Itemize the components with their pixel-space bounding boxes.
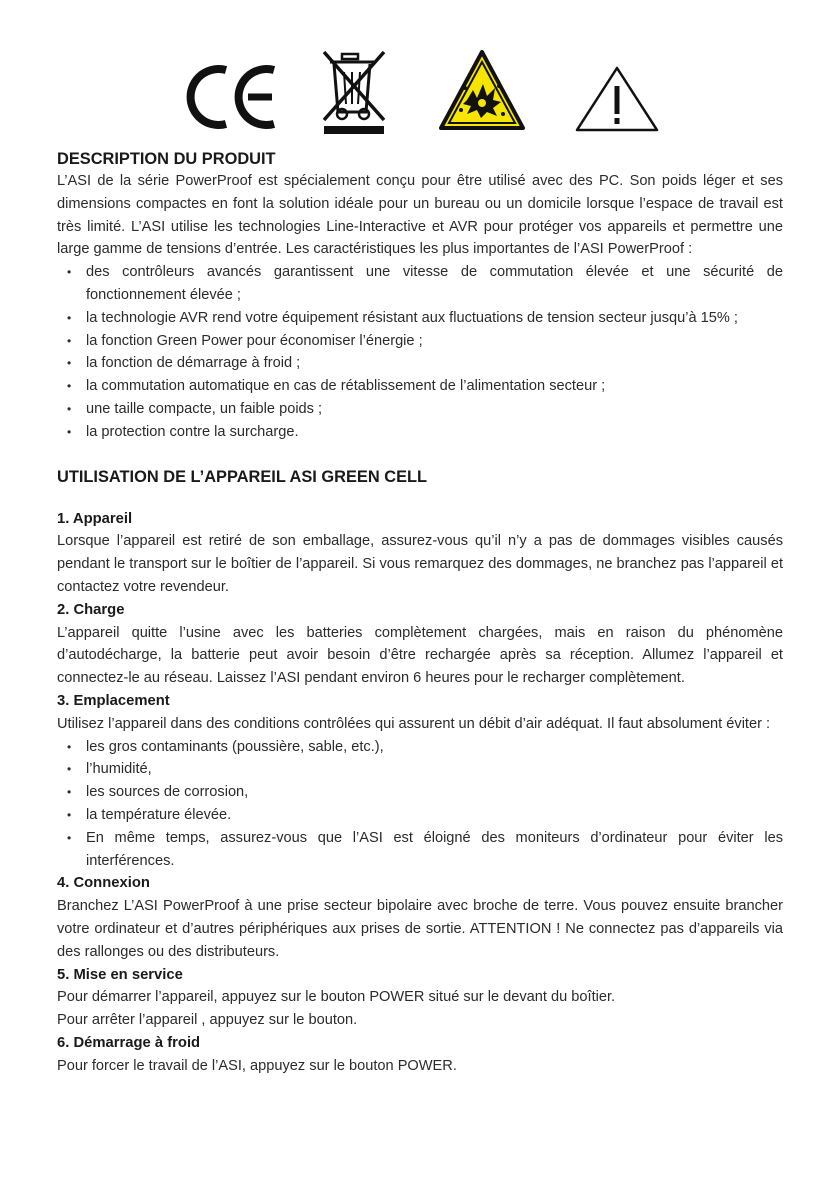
features-list: [57, 261, 783, 443]
section-text-mise-en-service-2: Pour arrêter l’appareil , appuyez sur le bouton.: [57, 1012, 358, 1029]
ce-mark-icon: [186, 64, 280, 130]
avoid-list: [57, 736, 783, 873]
usage-heading: UTILISATION DE L’APPAREIL ASI GREEN CELL: [57, 467, 428, 486]
list-item: • les sources de corrosion,: [57, 781, 783, 804]
section-text-emplacement: Utilisez l’appareil dans des conditions contrôlées qui assurent un débit d’air adéquat. Il faut absolument éviter :: [57, 715, 771, 732]
description-intro: L’ASI de la série PowerProof est spécialement conçu pour être utilisé avec des PC. Son poids léger et ses dimensions compactes en font la solution idéale pour un bureau ou un domicile lorsque l’espace de travail est très limité. L’ASI utilise les technologies Line-Interactive et AVR pour protéger vos appareils et permettre une large gamme de tensions d’entrée. Les caractéristiques les plus importantes de l’ASI PowerProof :: [57, 173, 783, 258]
section-title-charge: 2. Charge: [57, 601, 125, 618]
explosive-hazard-icon: [437, 48, 527, 134]
list-item: • la technologie AVR rend votre équipement résistant aux fluctuations de tension secteur jusqu’à 15% ;: [57, 307, 783, 330]
section-title-demarrage-froid: 6. Démarrage à froid: [57, 1034, 201, 1051]
list-item: • la fonction de démarrage à froid ;: [57, 352, 783, 375]
list-item: • les gros contaminants (poussière, sable, etc.),: [57, 736, 783, 759]
section-text-charge: L’appareil quitte l’usine avec les batteries complètement chargées, mais en raison du phénomène d’autodécharge, la batterie peut avoir besoin d’être rechargée après sa réception. Allumez l’appareil et connectez-le au réseau. Laissez l’ASI pendant environ 6 heures pour le recharger complètement.: [57, 624, 783, 687]
page-content: [57, 148, 783, 1077]
list-item: • En même temps, assurez-vous que l’ASI est éloigné des moniteurs d’ordinateur pour éviter les interférences.: [57, 827, 783, 873]
section-title-emplacement: 3. Emplacement: [57, 692, 170, 709]
list-item: • l’humidité,: [57, 758, 783, 781]
exclamation-warning-icon: [573, 64, 661, 134]
list-item: • la température élevée.: [57, 804, 783, 827]
list-item: • la commutation automatique en cas de rétablissement de l’alimentation secteur ;: [57, 375, 783, 398]
list-item: • la protection contre la surcharge.: [57, 421, 783, 444]
list-item: • une taille compacte, un faible poids ;: [57, 398, 783, 421]
section-text-appareil: Lorsque l’appareil est retiré de son emballage, assurez-vous qu’il n’y a pas de dommages visibles causés pendant le transport sur le boîtier de l’appareil. Si vous remarquez des dommages, ne branchez pas l’appareil et contactez votre revendeur.: [57, 533, 783, 595]
section-title-mise-en-service: 5. Mise en service: [57, 966, 183, 983]
list-item: • la fonction Green Power pour économiser l’énergie ;: [57, 330, 783, 353]
description-heading: DESCRIPTION DU PRODUIT: [57, 150, 276, 168]
section-text-connexion: Branchez L’ASI PowerProof à une prise secteur bipolaire avec broche de terre. Vous pouvez ensuite brancher votre ordinateur et d’autres périphériques aux prises de sortie. ATTENTION ! Ne connectez pas d’appareils via des rallonges ou des distributeurs.: [57, 898, 783, 960]
crossed-out-bin-icon: [320, 50, 388, 136]
section-text-demarrage-froid: Pour forcer le travail de l’ASI, appuyez sur le bouton POWER.: [57, 1057, 457, 1074]
section-text-mise-en-service-1: Pour démarrer l’appareil, appuyez sur le bouton POWER situé sur le devant du boîtier.: [57, 989, 616, 1006]
section-title-appareil: 1. Appareil: [57, 510, 133, 527]
list-item: • des contrôleurs avancés garantissent une vitesse de commutation élevée et une sécurité de fonctionnement élevée ;: [57, 261, 783, 307]
section-title-connexion: 4. Connexion: [57, 875, 150, 892]
certification-icons: [0, 44, 839, 136]
